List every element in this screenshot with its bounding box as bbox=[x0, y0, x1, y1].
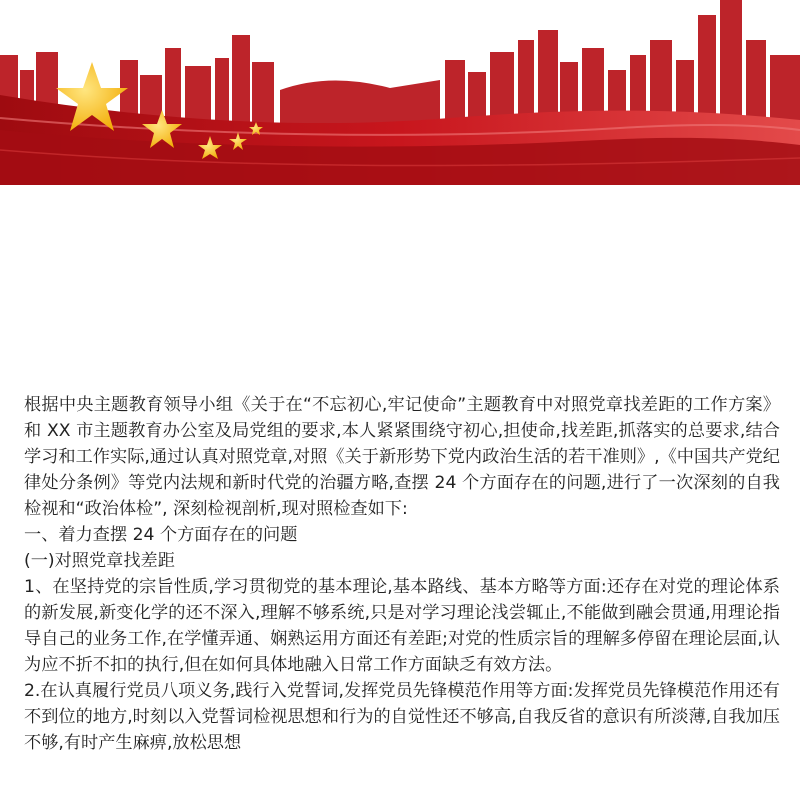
header-banner bbox=[0, 0, 800, 185]
section-heading: 一、着力查摆 24 个方面存在的问题 bbox=[24, 525, 298, 545]
intro-paragraph: 根据中央主题教育领导小组《关于在“不忘初心,牢记使命”主题教育中对照党章找差距的工作方案》和 XX 市主题教育办公室及局党组的要求,本人紧紧围绕守初心,担使命,找差距,抓落实的总要求,结合学习和工作实际,通过认真对照党章,对照《关于新形势下党内政治生活的若干准则》,《中国共产党纪律处分条例》等党内法规和新时代党的治疆方略,查摆 24 个方面存在的问题,进行了一次深刻的自我检视和“政治体检”, 深刻检视剖析,现对照检查如下: bbox=[24, 395, 780, 519]
item-paragraph-2: 2.在认真履行党员八项义务,践行入党誓词,发挥党员先锋模范作用等方面:发挥党员先锋模范作用还有不到位的地方,时刻以入党誓词检视思想和行为的自觉性还不够高,自我反省的意识有所淡薄,自我加压不够,有时产生麻痹,放松思想 bbox=[24, 681, 780, 753]
item-paragraph-1: 1、在坚持党的宗旨性质,学习贯彻党的基本理论,基本路线、基本方略等方面:还存在对党的理论体系的新发展,新变化学的还不深入,理解不够系统,只是对学习理论浅尝辄止,不能做到融会贯通,用理论指导自己的业务工作,在学懂弄通、娴熟运用方面还有差距;对党的性质宗旨的理解多停留在理论层面,认为应不折不扣的执行,但在如何具体地融入日常工作方面缺乏有效方法。 bbox=[24, 577, 780, 675]
document-body bbox=[24, 392, 780, 756]
subsection-heading: (一)对照党章找差距 bbox=[24, 551, 175, 571]
banner-artwork bbox=[0, 0, 800, 185]
